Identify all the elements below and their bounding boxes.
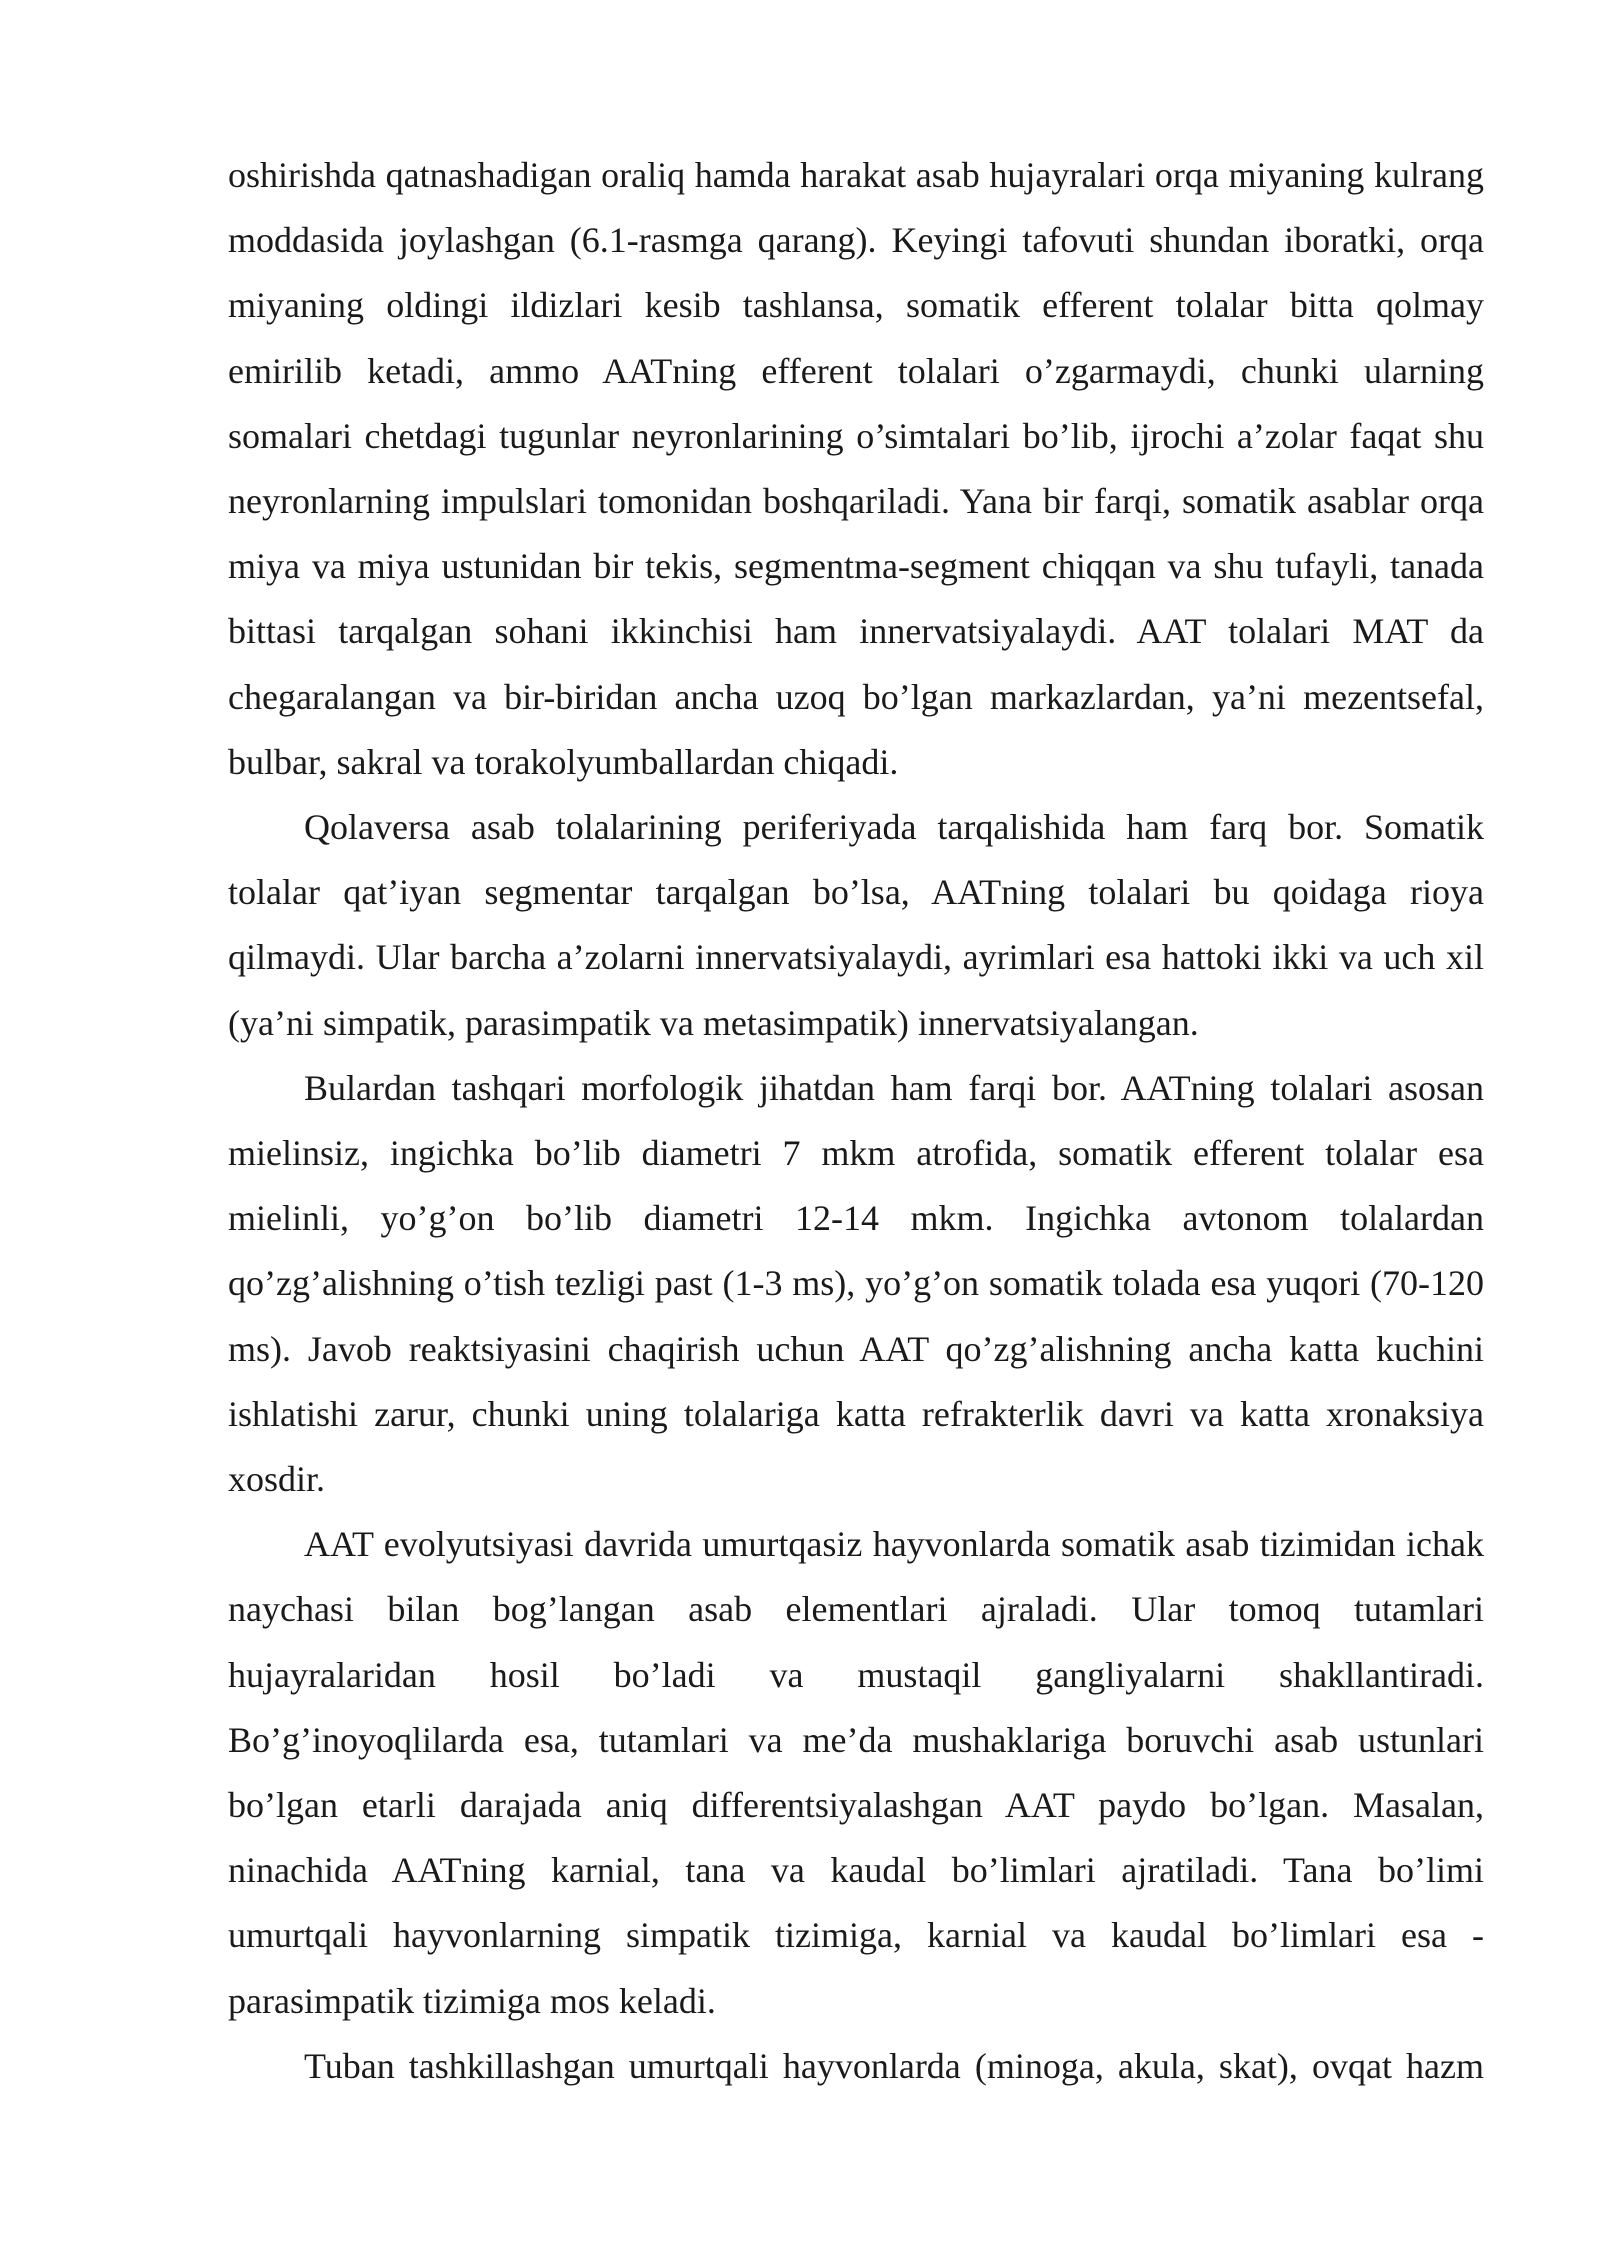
paragraph-2: Qolaversa asab tolalarining periferiyada tarqalishida ham farq bor. Somatik tolalar qat’iyan segmentar tarqalgan bo’lsa, AATning tolalari bu qoidaga rioya qilmaydi. Ular barcha a’zolarni innervatsiyalaydi, ayrimlari esa hattoki ikki va uch xil (ya’ni simpatik, parasimpatik va metasimpatik) innervatsiyalangan.	[228, 807, 1484, 1043]
paragraph-4: AAT evolyutsiyasi davrida umurtqasiz hayvonlarda somatik asab tizimidan ichak naychasi bilan bog’langan asab elementlari ajraladi. Ular tomoq tutamlari hujayralaridan hosil bo’ladi va mustaqil gangliyalarni shakllantiradi. Bo’g’inoyoqlilarda esa, tutamlari va me’da mushaklariga boruvchi asab ustunlari bo’lgan etarli darajada aniq differentsiyalashgan AAT paydo bo’lgan. Masalan, ninachida AATning karnial, tana va kaudal bo’limlari ajratiladi. Tana bo’limi umurtqali hayvonlarning simpatik tizimiga, karnial va kaudal bo’limlari esa - parasimpatik tizimiga mos keladi.	[228, 1524, 1484, 2021]
document-page	[228, 143, 1484, 2099]
paragraph-5: Tuban tashkillashgan umurtqali hayvonlarda (minoga, akula, skat), ovqat hazm	[304, 2045, 1484, 2086]
paragraph-1: oshirishda qatnashadigan oraliq hamda harakat asab hujayralari orqa miyaning kulrang moddasida joylashgan (6.1-rasmga qarang). Keyingi tafovuti shundan iboratki, orqa miyaning oldingi ildizlari kesib tashlansa, somatik efferent tolalar bitta qolmay emirilib ketadi, ammo AATning efferent tolalari o’zgarmaydi, chunki ularning somalari chetdagi tugunlar neyronlarining o’simtalari bo’lib, ijrochi a’zolar faqat shu neyronlarning impulslari tomonidan boshqariladi. Yana bir farqi, somatik asablar orqa miya va miya ustunidan bir tekis, segmentma-segment chiqqan va shu tufayli, tanada bittasi tarqalgan sohani ikkinchisi ham innervatsiyalaydi. AAT tolalari MAT da chegaralangan va bir-biridan ancha uzoq bo’lgan markazlardan, ya’ni mezentsefal, bulbar, sakral va torakolyumballardan chiqadi.	[228, 155, 1484, 782]
paragraph-3: Bulardan tashqari morfologik jihatdan ham farqi bor. AATning tolalari asosan mielinsiz, ingichka bo’lib diametri 7 mkm atrofida, somatik efferent tolalar esa mielinli, yo’g’on bo’lib diametri 12-14 mkm. Ingichka avtonom tolalardan qo’zg’alishning o’tish tezligi past (1-3 ms), yo’g’on somatik tolada esa yuqori (70-120 ms). Javob reaktsiyasini chaqirish uchun AAT qo’zg’alishning ancha katta kuchini ishlatishi zarur, chunki uning tolalariga katta refrakterlik davri va katta xronaksiya xosdir.	[228, 1067, 1484, 1500]
